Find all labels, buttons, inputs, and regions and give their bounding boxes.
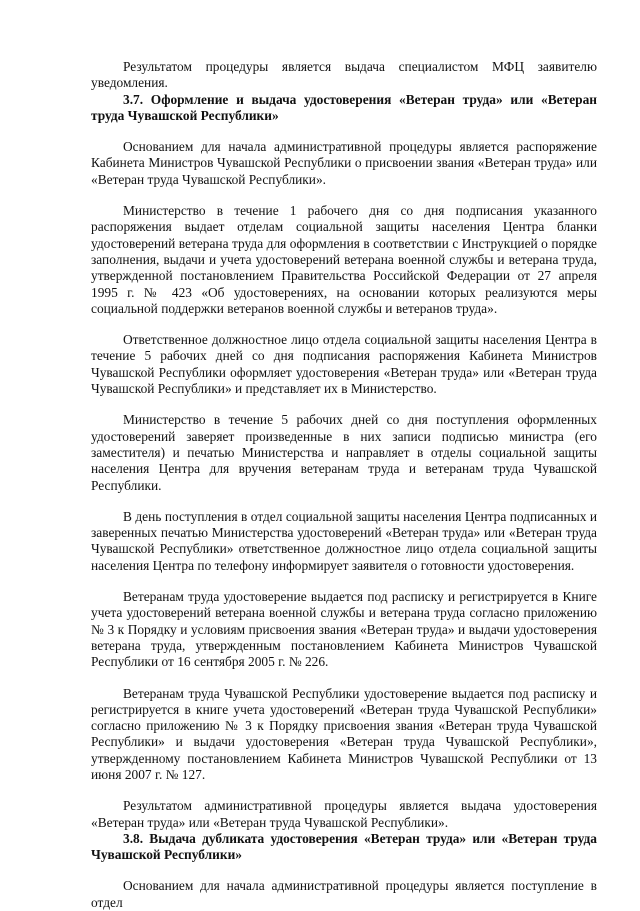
heading-3-7: 3.7. Оформление и выдача удостоверения «Ветеран труда» или «Ветеран труда Чувашской Республики» [91,91,597,123]
heading-3-8: 3.8. Выдача дубликата удостоверения «Ветеран труда» или «Ветеран труда Чувашской Республики» [91,830,597,863]
paragraph-phone-notice: В день поступления в отдел социальной защиты населения Центра подписанных и заверенных печатью Министерства удостоверений «Ветеран труда» или «Ветеран труда Чувашской Республики» ответственное должностное лицо отдела социальной защиты населения Центра по телефону информирует заявителя о готовности удостоверения. [91,508,597,573]
paragraph-basis: Основанием для начала административной процедуры является распоряжение Кабинета Министров Чувашской Республики о присвоении звания «Ветеран труда» или «Ветеран труда Чувашской Республики». [91,139,597,187]
paragraph-result-issue: Результатом административной процедуры является выдача удостоверения «Ветеран труда» или «Ветеран труда Чувашской Республики». [91,798,597,830]
paragraph-duplicate-basis: Основанием для начала административной процедуры является поступление в отдел [91,878,597,910]
paragraph-veteran-issue: Ветеранам труда удостоверение выдается под расписку и регистрируется в Книге учета удостоверений ветерана военной службы и ветерана труда согласно приложению № 3 к Порядку и условиям присвоения звания «Ветеран труда» и выдачи удостоверения ветерана труда, утвержденным постановлением Кабинета Министров Чувашской Республики от 16 сентября 2005 г. № 226. [91,589,597,670]
paragraph-ministry-blanks: Министерство в течение 1 рабочего дня со дня подписания указанного распоряжения выдает отделам социальной защиты населения Центра бланки удостоверений ветерана труда для оформления в соответствии с Инструкцией о порядке заполнения, выдачи и учета удостоверений ветерана военной службы и ветерана труда, утвержденной постановлением Правительства Российской Федерации от 27 апреля 1995 г. № 423 «Об удостоверениях, на основании которых реализуются меры социальной поддержки ветеранов военной службы и ветеранов труда». [91,203,597,316]
paragraph-official-drafts: Ответственное должностное лицо отдела социальной защиты населения Центра в течение 5 рабочих дней со дня подписания распоряжения Кабинета Министров Чувашской Республики оформляет удостоверения «Ветеран труда» или «Ветеран труда Чувашской Республики» и представляет их в Министерство. [91,332,597,397]
paragraph-result-notice: Результатом процедуры является выдача специалистом МФЦ заявителю уведомления. [91,59,597,91]
paragraph-chuvash-veteran-issue: Ветеранам труда Чувашской Республики удостоверение выдается под расписку и регистрируется в книге учета удостоверений «Ветеран труда Чувашской Республики» согласно приложению № 3 к Порядку присвоения звания «Ветеран труда Чувашской Республики» и выдачи удостоверения «Ветеран труда Чувашской Республики», утвержденному постановлением Кабинета Министров Чувашской Республики от 13 июня 2007 г. № 127. [91,685,597,782]
paragraph-ministry-certifies: Министерство в течение 5 рабочих дней со дня поступления оформленных удостоверений заверяет произведенные в них записи подписью министра (его заместителя) и печатью Министерства и направляет в отделы социальной защиты населения Центра для вручения ветеранам труда и ветеранам труда Чувашской Республики. [91,412,597,493]
